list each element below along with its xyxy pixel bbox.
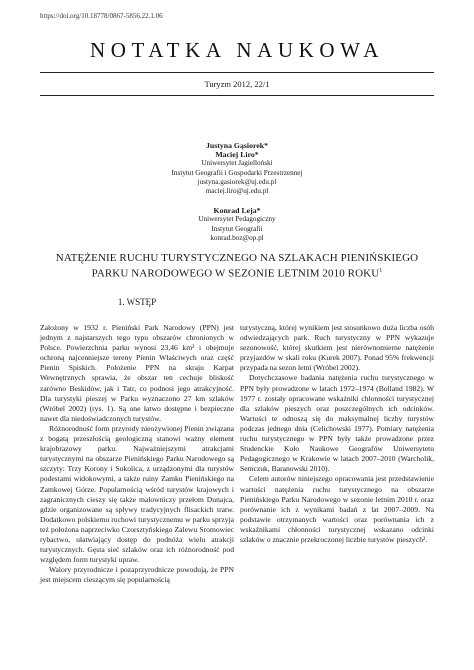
issue-info: Turyzm 2012, 22/1 bbox=[204, 79, 270, 89]
journal-title: NOTATKA NAUKOWA bbox=[89, 38, 385, 62]
author-email: konrad.boz@op.pl bbox=[210, 233, 264, 242]
paragraph: Dotychczasowe badania natężenia ruchu turystycznego w PPN były prowadzone w latach 1972–1974 (Bolland 1982). W 1977 r. zostały opracowane wskaźniki chłonności turystycznej dla szlaków pieszych oraz poszczególnych ich odcinków. Wartości te odnoszą się do maksymalnej liczby turystów podczas jednego dnia (Celichowski 1977). Pomiary natężenia ruchu turystycznego w PPN były także prowadzone przez Studenckie Koło Naukowe Geografów Uniwersytetu Pedagogicznego w Krakowie w latach 2007–2010 (Warcholik, Semczuk, Baranowski 2010). bbox=[240, 373, 434, 474]
author-name: Justyna Gąsiorek* bbox=[205, 141, 269, 150]
header-rule-bottom bbox=[40, 95, 434, 96]
author-block bbox=[0, 141, 474, 243]
footnote-mark: 1 bbox=[379, 268, 383, 274]
author-email: maciej.liro@uj.edu.pl bbox=[205, 187, 269, 196]
paper-title-line: PARKU NARODOWEGO W SEZONIE LETNIM 2010 ROKU bbox=[91, 267, 380, 280]
affiliation-line: Instytut Geografii i Gospodarki Przestrzennej bbox=[171, 168, 303, 177]
affiliation-line: Uniwersytet Jagielloński bbox=[201, 159, 273, 168]
paragraph: Różnorodność form przyrody nieożywionej Pienin związana z bogatą przeszłością geologiczną stanowi ważny element krajobrazowy parku. Najważniejszymi atrakcjami turystycznymi na obszarze Pienińskiego Parku Narodowego są szczyty: Trzy Korony i Sokolica, z urządzonymi dla turystów podestami widokowymi, a także ruiny Zamku Pienińskiego na Zamkowej Górze. Popularnością wśród turystów krajowych i zagranicznych cieszy się także malowniczy przełom Dunajca, gdzie organizowane są spływy tradycyjnych flisackich tratw. Dodatkowo polskiemu ruchowi turystycznemu w parku sprzyja też położona naprzeciwko Czorsztyńskiego Zalewu Sromowiec rybactwo, ułatwiający dostęp do podnóża wielu atrakcji turystycznych. Gęsta sieć szlaków oraz ich różnorodność pod względem form turystyki upraw. bbox=[40, 423, 234, 565]
body-column-right bbox=[240, 323, 434, 545]
author-name: Maciej Liro* bbox=[215, 150, 259, 160]
doi-link[interactable]: https://doi.org/10.18778/0867-5856.22.1.06 bbox=[40, 12, 163, 20]
author-email: justyna.gasiorek@uj.edu.pl bbox=[197, 177, 277, 186]
paper-title bbox=[40, 252, 434, 281]
paragraph: turystyczną, której wynikiem jest stosunkowo duża liczba osób odwiedzających park. Ruch turystyczny w PPN wykazuje sezonowość, której skutkiem jest nierównomierne natężenie przyjazdów w skali roku (Kurek 2007). Ponad 95% frekwencji przypada na sezon letni (Wróbel 2002). bbox=[240, 323, 434, 373]
affiliation-line: Instytut Geografii bbox=[211, 224, 263, 233]
paragraph: Celem autorów niniejszego opracowania jest przedstawienie wartości natężenia ruchu turystycznego na obszarze Pienińskiego Parku Narodowego w sezonie letnim 2010 r. oraz porównanie ich z wynikami badań z lat 2007–2009. Na podstawie otrzymanych wartości oraz porównania ich z wskaźnikami chłonności turystycznej wskazano odcinki szlaków o znacznie przekroczonej liczbie turystów pieszych². bbox=[240, 474, 434, 544]
section-heading: 1. WSTĘP bbox=[117, 297, 157, 307]
header-rule-top bbox=[40, 72, 434, 73]
affiliation-line: Uniwersytet Pedagogiczny bbox=[198, 215, 276, 224]
body-column-left bbox=[40, 323, 234, 585]
paper-title-line: NATĘŻENIE RUCHU TURYSTYCZNEGO NA SZLAKACH PIENIŃSKIEGO bbox=[55, 252, 419, 264]
paragraph: Założony w 1932 r. Pieniński Park Narodowy (PPN) jest jednym z najstarszych tego typu obszarów chronionych w Polsce. Powierzchnia parku wynosi 23,46 km² i obejmuje ochroną najcenniejsze tereny Pienin Właściwych oraz część Pienin Spiskich. Położenie PPN na skraju Karpat Wewnętrznych sprawia, że obszar ten cechuje bliskość zarówno Beskidów, jak i Tatr, co podnosi jego atrakcyjność. Dla turystyki pieszej w Parku wyznaczono 27 km szlaków (Wróbel 2002) (rys. 1). Są one łatwo dostępne i bezpieczne nawet dla niedoświadczonych turystów. bbox=[40, 323, 234, 423]
paragraph: Walory przyrodnicze i pozaprzyrodnicze powodują, że PPN jest miejscem cieszącym się popularnością bbox=[40, 565, 234, 585]
author-name: Konrad Leja* bbox=[213, 206, 261, 216]
